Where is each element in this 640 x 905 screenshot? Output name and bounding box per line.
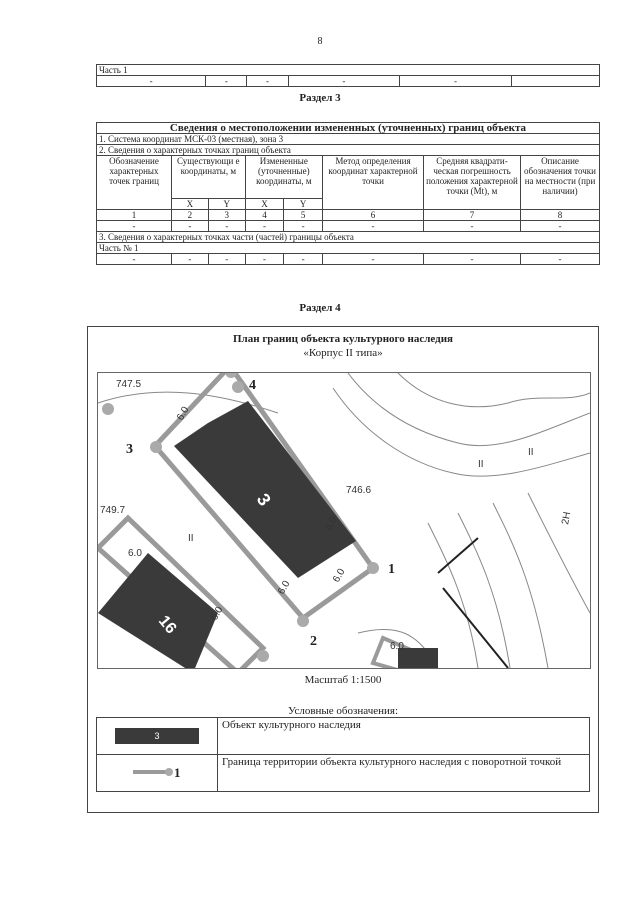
legend-text: Граница территории объекта культурного наследия с поворотной точкой [218,755,590,792]
col-number: 2 [172,210,209,221]
dash-cell: - [288,76,400,87]
legend-sample-cell [97,718,218,755]
empty-cell [511,76,599,87]
dash-cell: - [323,254,424,265]
turn-point-2 [297,615,309,627]
turn-point-3 [150,441,162,453]
dash-cell: - [245,254,284,265]
distance-label: 6.0 [128,548,142,559]
header-x: X [245,199,284,210]
distance-label: 6.0 [175,404,192,423]
coord-system-row: 1. Система координат МСК-03 (местная), зона 3 [97,134,600,145]
plan-subtitle: «Корпус II типа» [303,347,383,359]
dash-cell: - [97,221,172,232]
col-number: 4 [245,210,284,221]
header-y: Y [284,199,323,210]
points-info-row: 2. Сведения о характерных точках границ объекта [97,145,600,156]
legend-row [97,755,590,792]
hatch-mark: II [528,447,534,458]
point-label-4: 4 [249,378,256,393]
dash-cell: - [521,221,600,232]
dash-cell: - [206,76,247,87]
distance-label: 6.0 [276,578,293,597]
dash-cell: - [97,254,172,265]
dash-cell: - [521,254,600,265]
part-number: Часть № 1 [97,243,600,254]
header-y: Y [208,199,245,210]
dash-cell: - [208,254,245,265]
part1-label: Часть 1 [97,65,600,76]
hatch-mark: II [478,459,484,470]
col-number: 3 [208,210,245,221]
building-main [174,401,356,578]
street-label: 2Н [560,511,574,526]
dash-cell: - [424,221,521,232]
distance-label: 6.0 [390,641,404,652]
header-changed: Измененные (уточненные) координаты, м [245,156,322,199]
header-existing: Существующи е координаты, м [172,156,246,199]
elevation-mark: 746.6 [346,485,372,496]
dash-cell: - [245,221,284,232]
building-left [98,553,218,668]
building-swatch: 3 [115,728,199,744]
elevation-mark: 747.5 [116,379,142,390]
part1-table [96,64,600,87]
col-number: 7 [424,210,521,221]
turn-point-4 [232,381,244,393]
plan-title: План границ объекта культурного наследия [233,333,453,345]
col-number: 6 [323,210,424,221]
dash-cell: - [323,221,424,232]
building-lower [398,648,438,668]
header-points: Обозначение характерных точек границ [97,156,172,210]
dash-cell: - [284,221,323,232]
point-label-3: 3 [126,442,133,457]
header-description: Описание обозначения точки на местности (при наличии) [521,156,600,210]
boundary-sample-label: 1 [174,765,181,780]
part-points-row: 3. Сведения о характерных точках части (частей) границы объекта [97,232,600,243]
header-x: X [172,199,209,210]
dash-cell: - [172,221,209,232]
col-number: 1 [97,210,172,221]
turn-point [257,650,269,662]
point-label-1: 1 [388,562,395,577]
dash-cell: - [172,254,209,265]
building-left-label: 16 [154,612,180,638]
section4-heading: Раздел 4 [299,302,341,314]
dash-cell: - [424,254,521,265]
building-main-label: 3 [252,489,275,510]
col-number: 8 [521,210,600,221]
section3-title: Сведения о местоположении измененных (уточненных) границ объекта [97,123,600,134]
header-method: Метод определения координат характерной точки [323,156,424,210]
page-number: 8 [317,36,323,47]
map-scale: Масштаб 1:1500 [304,674,382,686]
col-number: 5 [284,210,323,221]
legend-row [97,718,590,755]
legend-table [96,717,590,792]
legend-text: Объект культурного наследия [218,718,590,755]
site-map [97,372,591,669]
elevation-mark: 749.7 [100,505,126,516]
turn-point-1 [367,562,379,574]
dash-cell: - [208,221,245,232]
section3-heading: Раздел 3 [299,92,341,104]
point-label-2: 2 [310,634,317,649]
distance-label: 6.0 [331,566,348,585]
hatch-mark: II [188,533,194,544]
header-accuracy: Средняя квадрати-ческая погрешность положения характерной точки (Mt), м [424,156,521,210]
distance-label: 6.0 [209,604,226,623]
distance-label: 6.0 [323,514,340,533]
dash-cell: - [247,76,288,87]
section3-table [96,122,600,265]
dash-cell: - [97,76,206,87]
dash-cell: - [400,76,512,87]
legend-sample-cell [97,755,218,792]
boundary-point-icon [127,761,187,783]
legend-caption: Условные обозначения: [287,705,399,717]
plan-frame [87,326,599,813]
dash-cell: - [284,254,323,265]
turn-point [102,403,114,415]
